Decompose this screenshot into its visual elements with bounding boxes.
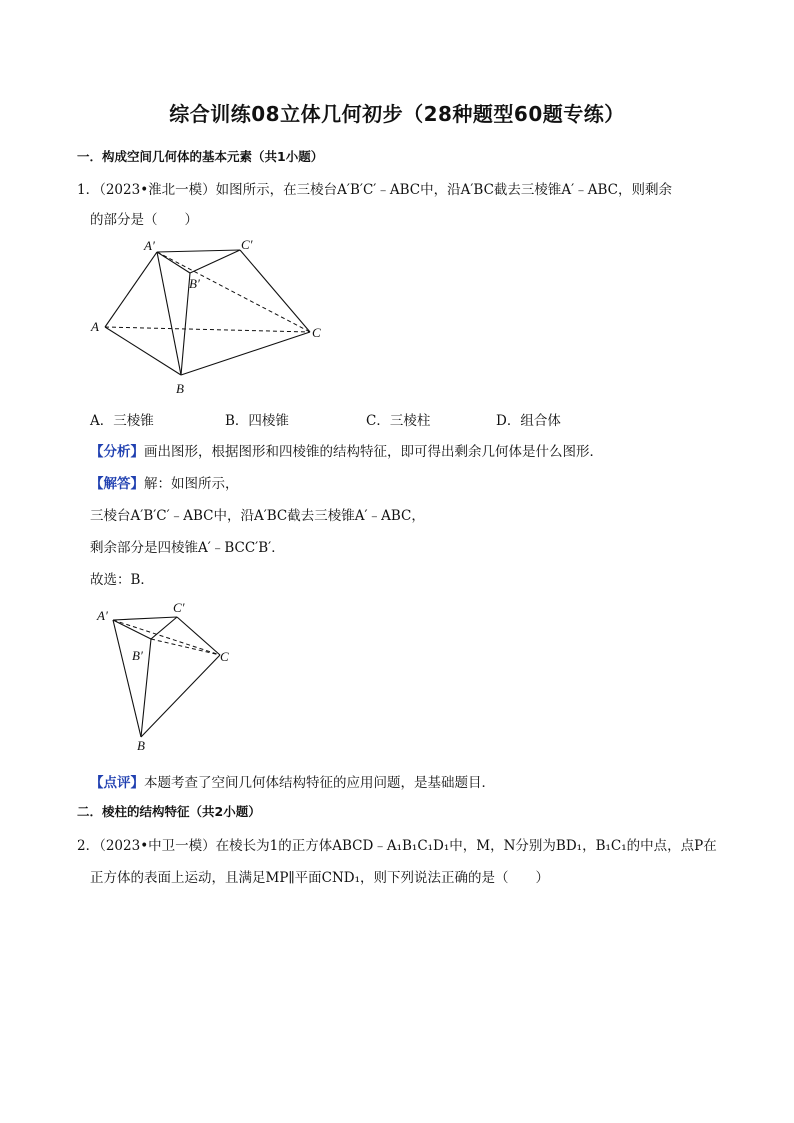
edge-a-b	[105, 327, 181, 375]
edge-b-c	[181, 332, 310, 375]
q1-answer	[90, 472, 239, 492]
edge-a1-b1	[113, 620, 151, 639]
q1-stem-line1: 1．（2023•淮北一模）如图所示，在三棱台A′B′C′﹣ABC中，沿A′BC截去三棱锥A′﹣ABC，则剩余	[77, 182, 672, 198]
q1-option-c: C．三棱柱	[366, 413, 431, 429]
edge-c1-c	[240, 250, 310, 332]
q1-option-d: D．组合体	[496, 413, 561, 429]
hidden-edge-a1-c	[157, 252, 310, 332]
q1-option-b: B．四棱锥	[225, 413, 289, 429]
edge-b1-c1	[190, 250, 240, 273]
edge-a1-c1	[157, 250, 240, 252]
edge-c-b	[141, 655, 220, 737]
edge-a1-b1	[157, 252, 190, 273]
label-b: B	[176, 381, 184, 396]
edge-a1-b	[157, 252, 181, 375]
edge-b1-c1	[151, 617, 177, 639]
label-b1: B′	[132, 648, 143, 663]
answer-text: 解：如图所示，	[144, 476, 239, 492]
q1-option-a: A．三棱锥	[90, 413, 154, 429]
label-c: C	[220, 649, 229, 664]
hidden-edge-b1-c	[151, 639, 220, 655]
comment-text: 本题考查了空间几何体结构特征的应用问题，是基础题目．	[144, 775, 495, 791]
edge-a1-a	[105, 252, 157, 327]
analysis-text: 画出图形，根据图形和四棱锥的结构特征，即可得出剩余几何体是什么图形．	[144, 444, 603, 460]
analysis-tag: 【分析】	[90, 444, 144, 460]
label-c1: C′	[173, 600, 185, 615]
q1-answer-line3: 剩余部分是四棱锥A′﹣BCC′B′．	[90, 540, 285, 556]
hidden-edge-a-c	[105, 327, 310, 332]
label-b: B	[137, 738, 145, 753]
label-a: A	[91, 319, 99, 334]
label-c1: C′	[241, 237, 253, 252]
pyramid-figure	[88, 597, 248, 757]
label-a1: A′	[97, 608, 108, 623]
q1-answer-line4: 故选：B．	[90, 572, 154, 588]
edge-a1-b	[113, 620, 141, 737]
q2-stem-line1: 2．（2023•中卫一模）在棱长为1的正方体ABCD﹣A₁B₁C₁D₁中，M，N分别为BD₁，B₁C₁的中点，点P在	[77, 838, 717, 854]
label-a1: A′	[144, 238, 155, 253]
q1-comment	[90, 771, 495, 791]
label-c: C	[312, 325, 321, 340]
edge-c1-c	[177, 617, 220, 655]
q1-answer-line2: 三棱台A′B′C′﹣ABC中，沿A′BC截去三棱锥A′﹣ABC，	[90, 508, 425, 524]
q1-stem-line2: 的部分是（ ）	[90, 212, 198, 228]
section-heading-1: 一．构成空间几何体的基本元素（共1小题）	[77, 149, 324, 164]
q1-analysis	[90, 440, 603, 460]
comment-tag: 【点评】	[90, 775, 144, 791]
page-title: 综合训练08立体几何初步（28种题型60题专练）	[169, 102, 625, 126]
section-heading-2: 二．棱柱的结构特征（共2小题）	[77, 804, 261, 819]
answer-tag: 【解答】	[90, 476, 144, 492]
q2-stem-line2: 正方体的表面上运动，且满足MP∥平面CND₁，则下列说法正确的是（ ）	[90, 870, 550, 886]
edge-a1-c1	[113, 617, 177, 620]
label-b1: B′	[189, 276, 200, 291]
frustum-figure	[85, 232, 345, 402]
